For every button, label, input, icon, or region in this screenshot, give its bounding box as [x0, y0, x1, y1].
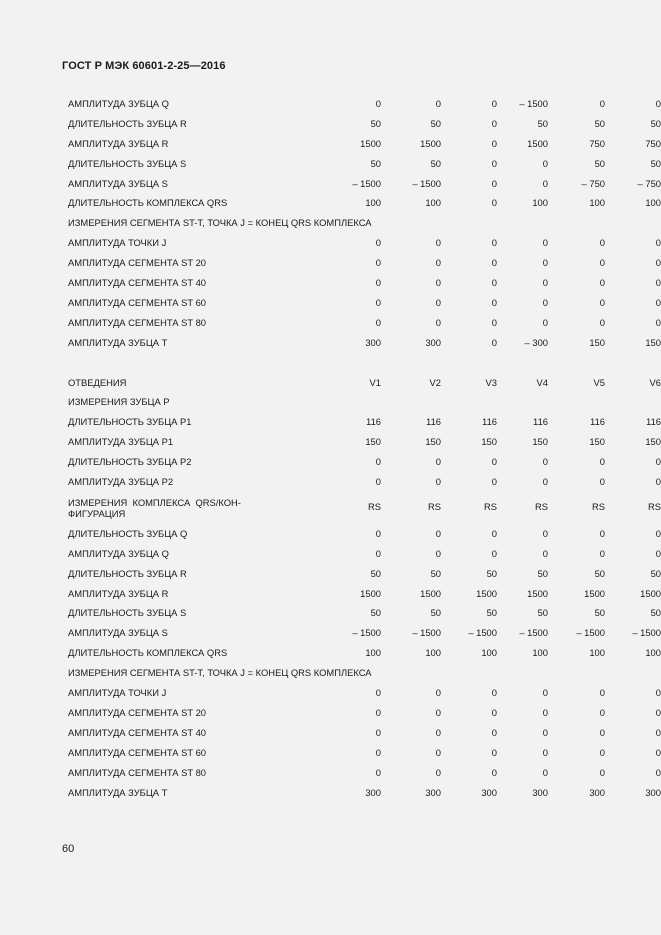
cell-value: 1500	[420, 587, 441, 599]
cell-value: 0	[599, 766, 605, 778]
cell-value: 50	[594, 157, 605, 169]
cell-value: 0	[491, 336, 497, 348]
cell-value: – 750	[637, 177, 661, 189]
table-row	[68, 623, 661, 643]
table-row	[68, 174, 661, 194]
cell-value: 150	[365, 436, 381, 448]
cell-value: 0	[491, 277, 497, 289]
table-row	[68, 452, 661, 472]
table-row	[68, 273, 661, 293]
cell-value: V3	[485, 376, 497, 388]
cell-value: – 300	[524, 336, 548, 348]
cell-value: 50	[430, 157, 441, 169]
table-row	[68, 94, 661, 114]
cell-value: 50	[486, 567, 497, 579]
table-section-2	[68, 373, 661, 803]
table-row	[68, 412, 661, 432]
cell-value: 0	[599, 706, 605, 718]
row-label: АМПЛИТУДА СЕГМЕНТА ST 60	[68, 296, 206, 308]
row-label: ИЗМЕРЕНИЯ ЗУБЦА P	[68, 396, 170, 408]
cell-value: 116	[533, 416, 548, 428]
cell-value: – 1500	[632, 627, 661, 639]
row-label: АМПЛИТУДА СЕГМЕНТА ST 80	[68, 316, 206, 328]
cell-value: 0	[599, 316, 605, 328]
cell-value: 300	[425, 336, 441, 348]
row-label: АМПЛИТУДА ЗУБЦА Q	[68, 547, 169, 559]
cell-value: – 1500	[519, 627, 548, 639]
cell-value: 0	[375, 296, 381, 308]
cell-value: 0	[435, 316, 441, 328]
cell-value: 50	[486, 607, 497, 619]
cell-value: V5	[593, 376, 605, 388]
cell-value: 0	[542, 527, 548, 539]
cell-value: 300	[425, 786, 441, 798]
row-label: ДЛИТЕЛЬНОСТЬ ЗУБЦА R	[68, 567, 187, 579]
cell-value: 0	[375, 547, 381, 559]
table-row	[68, 544, 661, 564]
cell-value: 0	[655, 687, 661, 699]
table-row	[68, 584, 661, 604]
table-row	[68, 233, 661, 253]
cell-value: 150	[425, 436, 441, 448]
cell-value: 0	[599, 456, 605, 468]
cell-value: 0	[542, 257, 548, 269]
cell-value: 0	[375, 316, 381, 328]
cell-value: 0	[542, 157, 548, 169]
cell-value: 0	[655, 746, 661, 758]
cell-value: 0	[542, 237, 548, 249]
cell-value: 0	[375, 237, 381, 249]
cell-value: 0	[655, 726, 661, 738]
cell-value: 0	[655, 257, 661, 269]
cell-value: 0	[491, 98, 497, 109]
cell-value: 50	[430, 117, 441, 129]
table-row	[68, 193, 661, 213]
cell-value: 100	[365, 197, 381, 209]
cell-value: 0	[655, 547, 661, 559]
page-number: 60	[62, 843, 75, 855]
cell-value: 0	[435, 296, 441, 308]
cell-value: 100	[425, 197, 441, 209]
cell-value: 50	[650, 607, 661, 619]
row-label: АМПЛИТУДА ЗУБЦА T	[68, 336, 168, 348]
cell-value: 100	[532, 197, 548, 209]
cell-value: 0	[599, 277, 605, 289]
cell-value: 1500	[640, 587, 661, 599]
table-row	[68, 643, 661, 663]
cell-value: 100	[425, 647, 441, 659]
cell-value: 300	[532, 786, 548, 798]
cell-value: 150	[645, 436, 661, 448]
cell-value: 116	[482, 416, 497, 428]
cell-value: 0	[491, 257, 497, 269]
cell-value: 0	[491, 687, 497, 699]
cell-value: 0	[491, 766, 497, 778]
cell-value: 0	[542, 746, 548, 758]
cell-value: 1500	[527, 587, 548, 599]
table-row	[68, 603, 661, 623]
table-section-1	[68, 94, 661, 353]
row-label: ИЗМЕРЕНИЯ КОМПЛЕКСА QRS/КОН- ФИГУРАЦИЯ	[68, 496, 241, 519]
table-row	[68, 703, 661, 723]
cell-value: 0	[542, 706, 548, 718]
cell-value: 0	[491, 137, 497, 149]
cell-value: 0	[491, 197, 497, 209]
cell-value: 100	[589, 197, 605, 209]
table-row	[68, 253, 661, 273]
cell-value: 0	[542, 296, 548, 308]
cell-value: 0	[491, 746, 497, 758]
table-row	[68, 293, 661, 313]
cell-value: RS	[367, 500, 381, 512]
cell-value: 0	[655, 527, 661, 539]
table-row	[68, 723, 661, 743]
cell-value: 50	[430, 607, 441, 619]
section-spacer	[68, 353, 598, 373]
cell-value: 0	[542, 476, 548, 488]
cell-value: – 1500	[352, 177, 381, 189]
cell-value: 0	[375, 687, 381, 699]
cell-value: 0	[375, 766, 381, 778]
row-label: АМПЛИТУДА СЕГМЕНТА ST 80	[68, 766, 206, 778]
cell-value: 0	[375, 277, 381, 289]
cell-value: 0	[435, 237, 441, 249]
table-row	[68, 492, 661, 524]
cell-value: 0	[542, 547, 548, 559]
table-row	[68, 392, 598, 412]
cell-value: 50	[370, 607, 381, 619]
cell-value: 0	[599, 476, 605, 488]
row-label: ИЗМЕРЕНИЯ СЕГМЕНТА ST-T, ТОЧКА J = КОНЕЦ QRS КОМПЛЕКСА	[68, 217, 372, 229]
cell-value: 1500	[584, 587, 605, 599]
cell-value: 300	[365, 786, 381, 798]
cell-value: 0	[375, 98, 381, 109]
row-label: АМПЛИТУДА ТОЧКИ J	[68, 237, 167, 249]
row-label: АМПЛИТУДА СЕГМЕНТА ST 40	[68, 277, 206, 289]
cell-value: RS	[483, 500, 497, 512]
cell-value: 116	[590, 416, 605, 428]
cell-value: 0	[491, 706, 497, 718]
cell-value: 300	[645, 786, 661, 798]
cell-value: 0	[491, 296, 497, 308]
table-row	[68, 432, 661, 452]
cell-value: 50	[594, 117, 605, 129]
row-label: АМПЛИТУДА ЗУБЦА S	[68, 177, 168, 189]
cell-value: 0	[542, 177, 548, 189]
table-row	[68, 683, 661, 703]
cell-value: 150	[481, 436, 497, 448]
cell-value: 150	[589, 436, 605, 448]
table-row	[68, 524, 661, 544]
cell-value: RS	[534, 500, 548, 512]
cell-value: 300	[365, 336, 381, 348]
cell-value: 100	[365, 647, 381, 659]
cell-value: 0	[375, 257, 381, 269]
cell-value: 0	[435, 687, 441, 699]
cell-value: 0	[599, 237, 605, 249]
cell-value: 0	[435, 98, 441, 109]
cell-value: 50	[370, 157, 381, 169]
cell-value: V2	[429, 376, 441, 388]
row-label: ИЗМЕРЕНИЯ СЕГМЕНТА ST-T, ТОЧКА J = КОНЕЦ QRS КОМПЛЕКСА	[68, 667, 372, 679]
cell-value: 150	[589, 336, 605, 348]
cell-value: 1500	[360, 137, 381, 149]
cell-value: 0	[491, 117, 497, 129]
row-label: АМПЛИТУДА ЗУБЦА P1	[68, 436, 174, 448]
cell-value: 50	[650, 117, 661, 129]
cell-value: – 1500	[352, 627, 381, 639]
cell-value: 0	[599, 257, 605, 269]
row-label: АМПЛИТУДА СЕГМЕНТА ST 60	[68, 746, 206, 758]
cell-value: 0	[542, 766, 548, 778]
cell-value: 0	[435, 706, 441, 718]
cell-value: 0	[599, 547, 605, 559]
cell-value: 0	[435, 726, 441, 738]
cell-value: RS	[427, 500, 441, 512]
row-label: АМПЛИТУДА СЕГМЕНТА ST 20	[68, 706, 206, 718]
cell-value: 0	[375, 706, 381, 718]
table-row	[68, 154, 661, 174]
cell-value: 116	[426, 416, 441, 428]
cell-value: 0	[599, 98, 605, 109]
cell-value: 100	[481, 647, 497, 659]
cell-value: 50	[430, 567, 441, 579]
cell-value: 150	[532, 436, 548, 448]
cell-value: 100	[532, 647, 548, 659]
cell-value: 0	[375, 726, 381, 738]
row-label: ДЛИТЕЛЬНОСТЬ ЗУБЦА S	[68, 607, 187, 619]
table-row	[68, 564, 661, 584]
cell-value: 0	[435, 257, 441, 269]
cell-value: 0	[435, 766, 441, 778]
cell-value: 50	[370, 567, 381, 579]
cell-value: 50	[594, 607, 605, 619]
row-label: ДЛИТЕЛЬНОСТЬ ЗУБЦА P1	[68, 416, 192, 428]
row-label: ДЛИТЕЛЬНОСТЬ ЗУБЦА P2	[68, 456, 192, 468]
cell-value: – 1500	[412, 177, 441, 189]
cell-value: 0	[655, 237, 661, 249]
table-row	[68, 134, 661, 154]
cell-value: – 1500	[468, 627, 497, 639]
cell-value: 0	[491, 237, 497, 249]
row-label: АМПЛИТУДА ЗУБЦА P2	[68, 476, 174, 488]
cell-value: 50	[650, 157, 661, 169]
cell-value: 0	[375, 527, 381, 539]
cell-value: 0	[491, 177, 497, 189]
cell-value: 0	[542, 277, 548, 289]
cell-value: 0	[435, 476, 441, 488]
cell-value: 0	[599, 746, 605, 758]
row-label: ДЛИТЕЛЬНОСТЬ ЗУБЦА Q	[68, 527, 188, 539]
cell-value: 100	[589, 647, 605, 659]
table-row	[68, 313, 661, 333]
table-row	[68, 472, 661, 492]
cell-value: 0	[655, 766, 661, 778]
cell-value: 1500	[420, 137, 441, 149]
cell-value: 0	[655, 316, 661, 328]
cell-value: 0	[375, 476, 381, 488]
cell-value: 0	[655, 98, 661, 109]
row-label: ДЛИТЕЛЬНОСТЬ ЗУБЦА S	[68, 157, 187, 169]
cell-value: 0	[491, 547, 497, 559]
cell-value: 0	[599, 726, 605, 738]
cell-value: 0	[435, 456, 441, 468]
cell-value: 0	[655, 277, 661, 289]
cell-value: 116	[366, 416, 381, 428]
cell-value: 0	[542, 316, 548, 328]
cell-value: 0	[491, 157, 497, 169]
cell-value: 0	[491, 476, 497, 488]
table-row	[68, 663, 598, 683]
cell-value: 0	[655, 296, 661, 308]
cell-value: 0	[435, 746, 441, 758]
cell-value: V6	[649, 376, 661, 388]
cell-value: 0	[375, 746, 381, 758]
cell-value: 150	[645, 336, 661, 348]
row-label: ДЛИТЕЛЬНОСТЬ КОМПЛЕКСА QRS	[68, 197, 228, 209]
cell-value: 0	[491, 456, 497, 468]
row-label: ДЛИТЕЛЬНОСТЬ КОМПЛЕКСА QRS	[68, 647, 228, 659]
cell-value: RS	[591, 500, 605, 512]
cell-value: 0	[491, 726, 497, 738]
cell-value: 50	[594, 567, 605, 579]
row-label: АМПЛИТУДА ТОЧКИ J	[68, 687, 167, 699]
cell-value: 300	[589, 786, 605, 798]
cell-value: V1	[369, 376, 381, 388]
table-row	[68, 783, 661, 803]
document-header: ГОСТ Р МЭК 60601-2-25—2016	[62, 60, 226, 72]
cell-value: 0	[491, 527, 497, 539]
table-row	[68, 333, 661, 353]
cell-value: 0	[542, 726, 548, 738]
row-label: АМПЛИТУДА ЗУБЦА T	[68, 786, 168, 798]
cell-value: 0	[542, 456, 548, 468]
cell-value: 100	[645, 197, 661, 209]
cell-value: 0	[599, 687, 605, 699]
table-row	[68, 743, 661, 763]
cell-value: 116	[646, 416, 661, 428]
cell-value: 0	[435, 277, 441, 289]
table-row	[68, 373, 661, 393]
cell-value: 0	[491, 316, 497, 328]
cell-value: – 1500	[519, 98, 548, 109]
cell-value: 100	[645, 647, 661, 659]
cell-value: 1500	[527, 137, 548, 149]
row-label: АМПЛИТУДА СЕГМЕНТА ST 40	[68, 726, 206, 738]
cell-value: 1500	[476, 587, 497, 599]
cell-value: 50	[650, 567, 661, 579]
table-row	[68, 114, 661, 134]
cell-value: 0	[599, 527, 605, 539]
table-row	[68, 213, 598, 233]
cell-value: 300	[481, 786, 497, 798]
cell-value: 50	[537, 607, 548, 619]
cell-value: V4	[536, 376, 548, 388]
cell-value: 50	[370, 117, 381, 129]
cell-value: 1500	[360, 587, 381, 599]
cell-value: – 750	[581, 177, 605, 189]
cell-value: 750	[645, 137, 661, 149]
cell-value: 0	[655, 456, 661, 468]
cell-value: 750	[589, 137, 605, 149]
cell-value: – 1500	[576, 627, 605, 639]
cell-value: 0	[375, 456, 381, 468]
row-label: АМПЛИТУДА ЗУБЦА S	[68, 627, 168, 639]
cell-value: 0	[655, 706, 661, 718]
cell-value: 0	[542, 687, 548, 699]
row-label: ДЛИТЕЛЬНОСТЬ ЗУБЦА R	[68, 117, 187, 129]
cell-value: 0	[435, 527, 441, 539]
row-label: АМПЛИТУДА ЗУБЦА Q	[68, 98, 169, 109]
row-label: АМПЛИТУДА СЕГМЕНТА ST 20	[68, 257, 206, 269]
cell-value: – 1500	[412, 627, 441, 639]
table-row	[68, 763, 661, 783]
row-label: АМПЛИТУДА ЗУБЦА R	[68, 587, 169, 599]
cell-value: 50	[537, 567, 548, 579]
cell-value: 50	[537, 117, 548, 129]
measurements-table	[68, 94, 661, 802]
row-label: АМПЛИТУДА ЗУБЦА R	[68, 137, 169, 149]
cell-value: 0	[655, 476, 661, 488]
cell-value: 0	[599, 296, 605, 308]
cell-value: RS	[647, 500, 661, 512]
cell-value: 0	[435, 547, 441, 559]
row-label: ОТВЕДЕНИЯ	[68, 376, 127, 388]
